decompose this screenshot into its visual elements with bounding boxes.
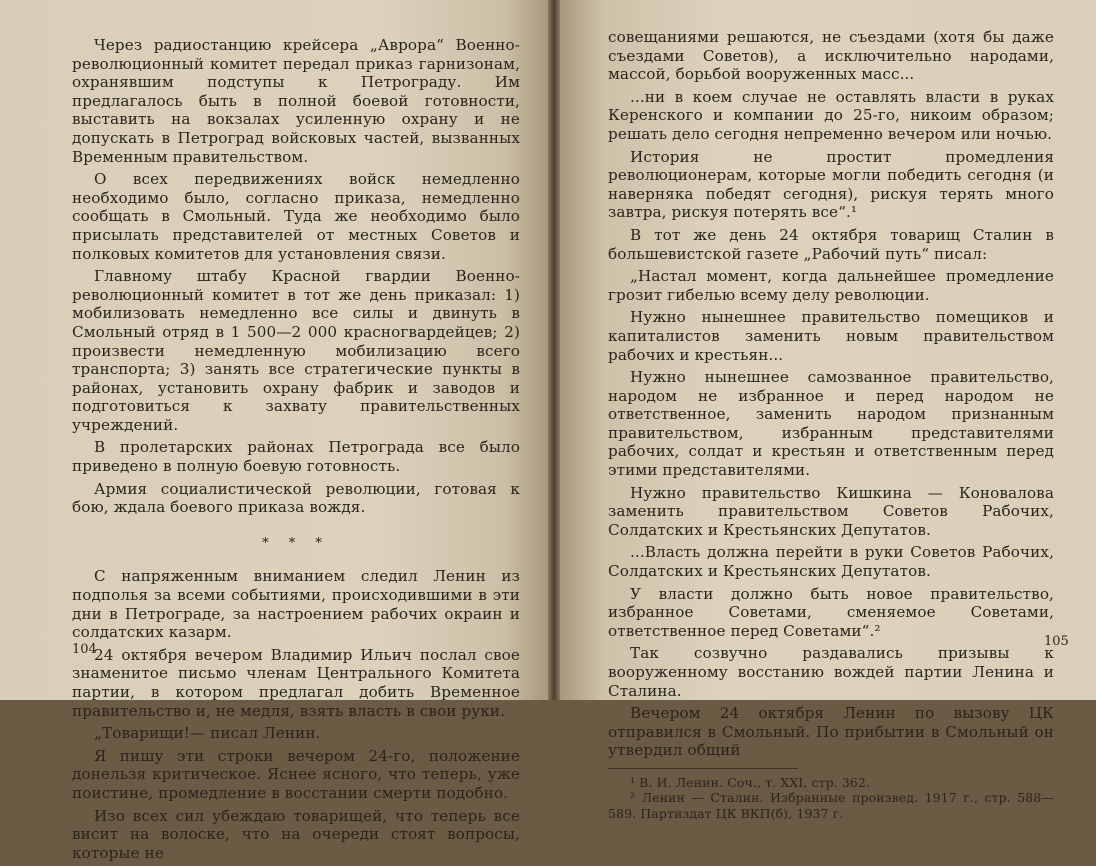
paragraph: 24 октября вечером Владимир Ильич послал свое знаменитое письмо членам Центрального Комитета партии, в котором предлагал добить Временное правительство и, не медля, взять власть в свои руки.	[72, 645, 520, 720]
paragraph: В пролетарских районах Петрограда все было приведено в полную боевую готовность.	[72, 438, 520, 476]
left-page	[0, 0, 548, 862]
paragraph-continuation: совещаниями решаются, не съездами (хотя бы даже съездами Советов), а исключительно народами, массой, борьбой вооруженных масс...	[608, 28, 1054, 84]
paragraph: „Товарищи!— писал Ленин.	[94, 724, 321, 743]
paragraph: Армия социалистической революции, готовая к бою, ждала боевого приказа вождя.	[72, 479, 520, 517]
paragraph: ...ни в коем случае не оставлять власти в руках Керенского и компании до 25-го, никоим образом; решать дело сегодня непременно вечером или ночью.	[608, 87, 1054, 143]
paragraph: История не простит промедления революционерам, которые могли победить сегодня (и наверняка победят сегодня), рискуя терять много завтра, рискуя потерять все“.¹	[608, 147, 1054, 222]
left-page-text	[72, 36, 520, 866]
footnote: ¹ В. И. Ленин. Соч., т. XXI, стр. 362.	[630, 774, 871, 790]
section-separator: * * *	[262, 535, 330, 551]
paragraph: Нужно нынешнее самозванное правительство, народом не избранное и перед народом не ответственное, заменить народом признанным правительством, избранным представителями рабочих, солдат и крестьян и ответственным перед этими представителями.	[608, 368, 1054, 480]
right-page	[560, 0, 1096, 821]
paragraph: Нужно правительство Кишкина — Коновалова заменить правительством Советов Рабочих, Солдатских и Крестьянских Депутатов.	[608, 483, 1054, 539]
footnotes	[608, 775, 1054, 822]
paragraph: ...Власть должна перейти в руки Советов Рабочих, Солдатских и Крестьянских Депутатов.	[608, 543, 1054, 581]
book-gutter	[548, 0, 560, 700]
right-page-text	[608, 28, 1054, 821]
paragraph: В тот же день 24 октября товарищ Сталин в большевистской газете „Рабочий путь“ писал:	[608, 225, 1054, 263]
paragraph: Изо всех сил убеждаю товарищей, что теперь все висит на волоске, что на очереди стоят вопросы, которые не	[72, 806, 520, 862]
paragraph: Вечером 24 октября Ленин по вызову ЦК отправился в Смольный. По прибытии в Смольный он утвердил общий	[608, 704, 1054, 760]
paragraph: Главному штабу Красной гвардии Военно-революционный комитет в тот же день приказал: 1) мобилизовать немедленно все силы и двинуть в Смольный отряд в 1 500—2 000 красногвардейцев; 2) произвести немедленную мобилизацию всего транспорта; 3) занять все стратегические пункты в районах, установить охрану фабрик и заводов и подготовиться к захвату правительственных учреждений.	[72, 267, 520, 434]
footnote: ² Ленин — Сталин. Избранные произвед. 1917 г., стр. 588—589. Партиздат ЦК ВКП(б), 1937 г.	[608, 790, 1054, 821]
paragraph: „Настал момент, когда дальнейшее промедление грозит гибелью всему делу революции.	[608, 267, 1054, 304]
paragraph: Так созвучно раздавались призывы к вооруженному восстанию вождей партии Ленина и Сталина.	[608, 644, 1054, 700]
paragraph: У власти должно быть новое правительство, избранное Советами, сменяемое Советами, ответственное перед Советами“.²	[608, 584, 1054, 640]
page-number: 105	[1044, 634, 1069, 649]
footnote-rule	[608, 768, 798, 769]
paragraph: О всех передвижениях войск немедленно необходимо было, согласно приказа, немедленно сообщать в Смольный. Туда же необходимо было присылать представителей от местных Советов и полковых комитетов для установления связи.	[72, 170, 520, 263]
paragraph: Нужно нынешнее правительство помещиков и капиталистов заменить новым правительством рабочих и крестьян...	[608, 308, 1054, 364]
paragraph: Я пишу эти строки вечером 24-го, положение донельзя критическое. Яснее ясного, что теперь, уже поистине, промедление в восстании смерти подобно.	[72, 746, 520, 802]
paragraph: С напряженным вниманием следил Ленин из подполья за всеми событиями, происходившими в эти дни в Петрограде, за настроением рабочих окраин и солдатских казарм.	[72, 567, 520, 642]
paragraph: Через радиостанцию крейсера „Аврора“ Военно-революционный комитет передал приказ гарнизонам, охранявшим подступы к Петрограду. Им предлагалось быть в полной боевой готовности, выставить на вокзалах усиленную охрану и не допускать в Петроград войсковых частей, вызванных Временным правительством.	[72, 36, 520, 166]
page-number: 104	[72, 642, 97, 657]
